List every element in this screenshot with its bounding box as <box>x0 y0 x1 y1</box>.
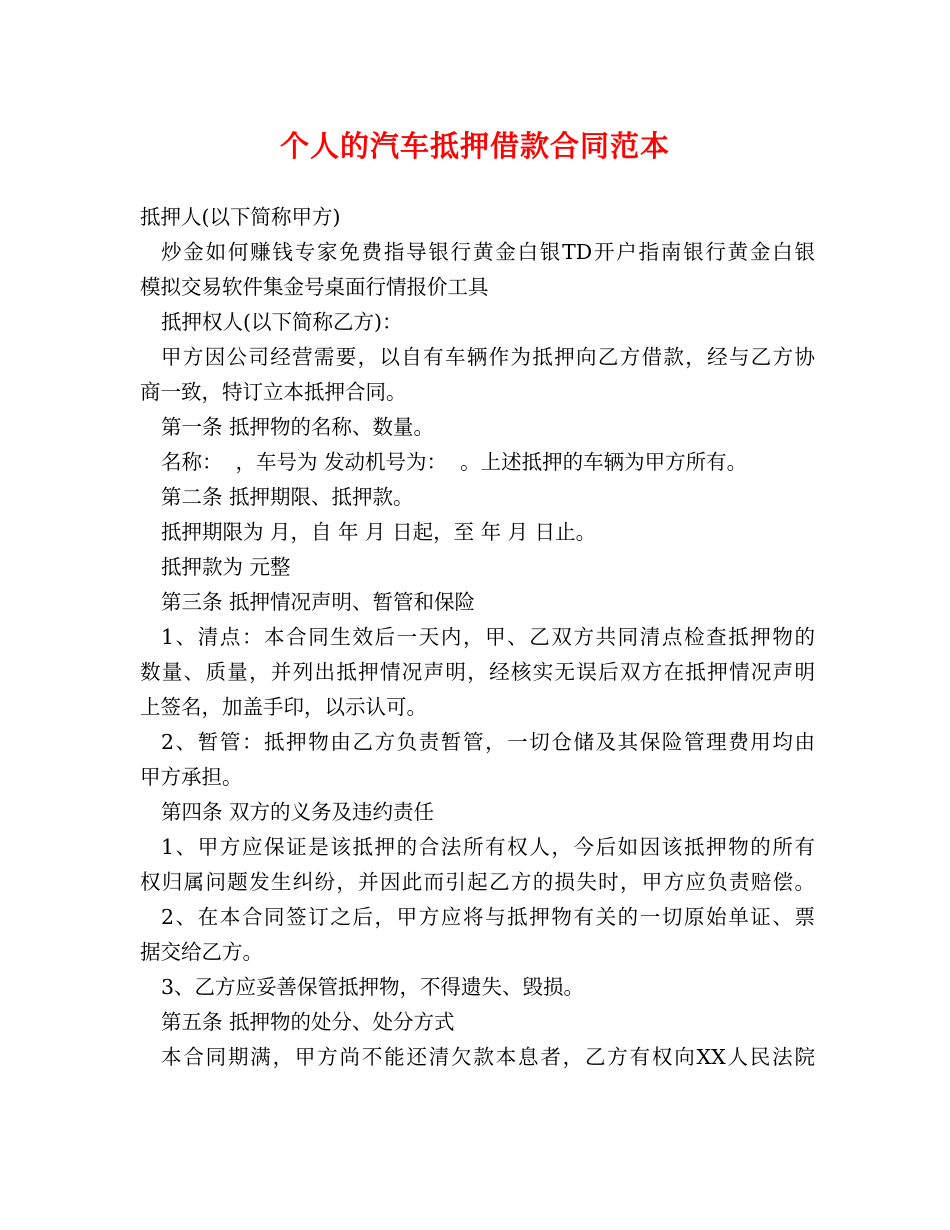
paragraph-line: 抵押权人(以下简称乙方)： <box>161 310 403 334</box>
paragraph-line: 2、暂管：抵押物由乙方负责暂管，一切仓储及其保险管理费用均由 <box>161 730 815 754</box>
paragraph-line: 炒金如何赚钱专家免费指导银行黄金白银TD开户指南银行黄金白银 <box>161 240 815 264</box>
paragraph-line: 1、甲方应保证是该抵押的合法所有权人，今后如因该抵押物的所有 <box>161 835 815 859</box>
paragraph-line: 抵押人(以下简称甲方) <box>140 205 341 229</box>
document-title: 个人的汽车抵押借款合同范本 <box>279 129 670 163</box>
paragraph-line: 甲方因公司经营需要，以自有车辆作为抵押向乙方借款，经与乙方协 <box>161 345 815 369</box>
paragraph-line: 3、乙方应妥善保管抵押物，不得遗失、毁损。 <box>161 975 585 999</box>
article-heading: 第四条 双方的义务及违约责任 <box>161 800 435 824</box>
article-heading: 第一条 抵押物的名称、数量。 <box>161 415 435 439</box>
paragraph-line: 2、在本合同签订之后，甲方应将与抵押物有关的一切原始单证、票 <box>161 905 815 929</box>
paragraph-line: 抵押款为 元整 <box>161 555 291 579</box>
paragraph-line: 1、清点：本合同生效后一天内，甲、乙双方共同清点检查抵押物的 <box>161 625 815 649</box>
article-heading: 第五条 抵押物的处分、处分方式 <box>161 1010 455 1034</box>
paragraph-line: 权归属问题发生纠纷，并因此而引起乙方的损失时，甲方应负责赔偿。 <box>140 870 815 894</box>
paragraph-line: 甲方承担。 <box>140 765 243 789</box>
paragraph-line: 上签名，加盖手印，以示认可。 <box>140 695 427 719</box>
paragraph-line: 数量、质量，并列出抵押情况声明，经核实无误后双方在抵押情况声明 <box>140 660 815 684</box>
paragraph-line: 模拟交易软件集金号桌面行情报价工具 <box>140 275 489 299</box>
paragraph-line: 据交给乙方。 <box>140 940 263 964</box>
paragraph-line: 名称： ，车号为 发动机号为： 。上述抵押的车辆为甲方所有。 <box>161 450 748 474</box>
article-heading: 第二条 抵押期限、抵押款。 <box>161 485 414 509</box>
paragraph-line: 抵押期限为 月，自 年 月 日起，至 年 月 日止。 <box>161 520 597 544</box>
article-heading: 第三条 抵押情况声明、暂管和保险 <box>161 590 476 614</box>
paragraph-line: 本合同期满，甲方尚不能还清欠款本息者，乙方有权向XX人民法院 <box>161 1045 815 1069</box>
document-body <box>140 200 815 1075</box>
paragraph-line: 商一致，特订立本抵押合同。 <box>140 380 407 404</box>
